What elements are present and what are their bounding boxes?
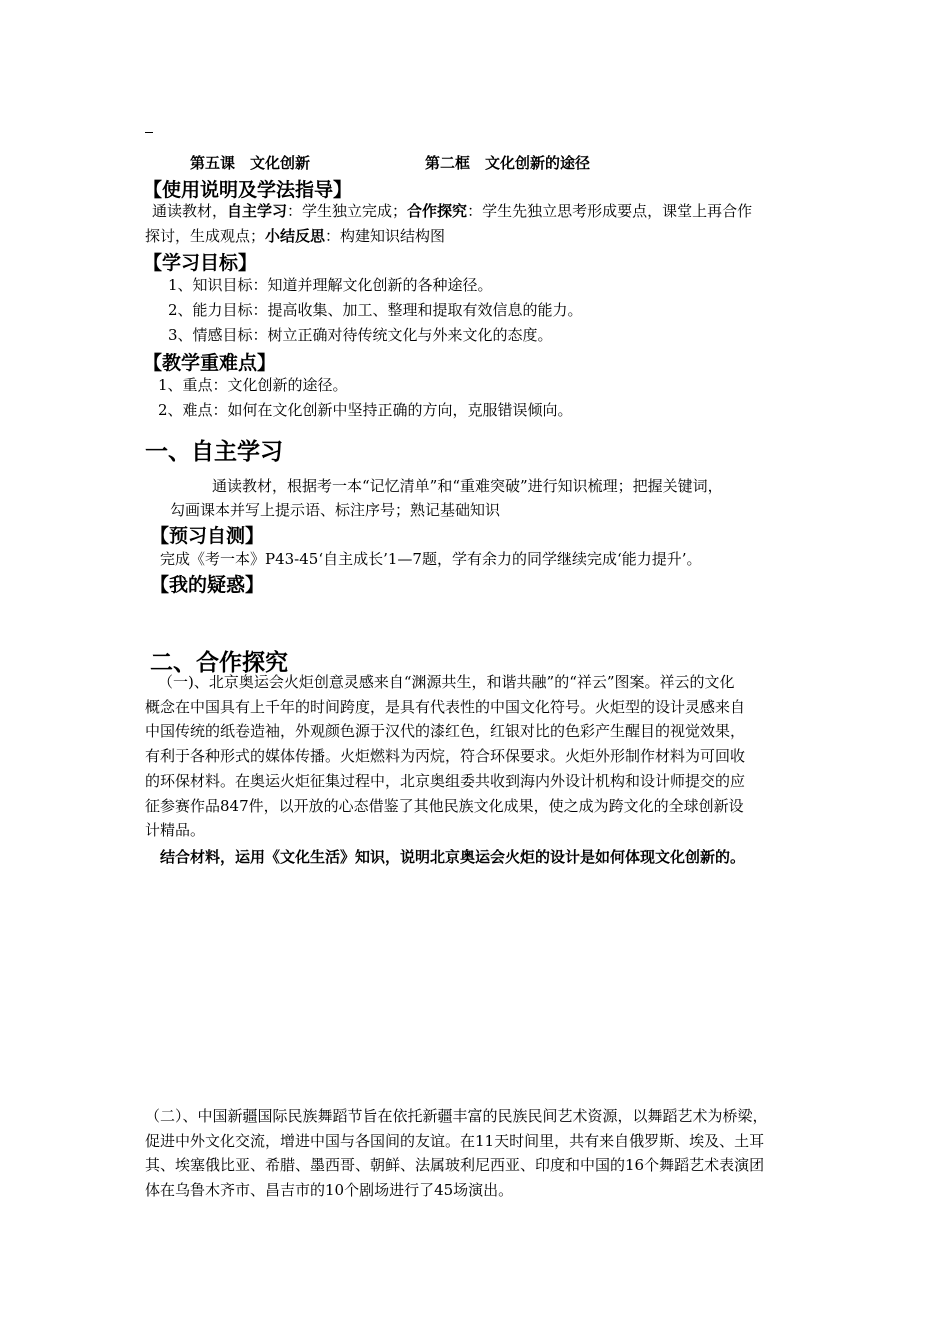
case2-line: （二）、中国新疆国际民族舞蹈节旨在依托新疆丰富的民族民间艺术资源，以舞蹈艺术为桥梁，	[145, 1107, 768, 1125]
usage-line-1	[152, 199, 752, 224]
fansi-text: ：构建知识结构图	[325, 227, 446, 245]
usage-line-2	[145, 224, 445, 249]
case2-line: 促进中外文化交流，增进中国与各国间的友谊。在11天时间里，共有来自俄罗斯、埃及、土耳	[145, 1132, 765, 1150]
usage-text: 通读教材，	[152, 202, 228, 220]
pretest-text: 完成《考一本》P43-45‘自主成长’1—7题，学有余力的同学继续完成‘能力提升’。	[160, 550, 702, 568]
case1-line: 征参赛作品847件，以开放的心态借鉴了其他民族文化成果，使之成为跨文化的全球创新设	[145, 797, 744, 815]
goals-heading: 【学习目标】	[143, 252, 258, 274]
keypoint-item: 1、重点：文化创新的途径。	[158, 376, 348, 394]
pretest-heading: 【预习自测】	[150, 525, 265, 547]
goal-item: 1、知识目标：知道并理解文化创新的各种途径。	[168, 276, 493, 294]
keypoints-heading: 【教学重难点】	[143, 352, 277, 374]
case2-line: 其、埃塞俄比亚、希腊、墨西哥、朝鲜、法属玻利尼西亚、印度和中国的16个舞蹈艺术表演团	[145, 1156, 765, 1174]
self-study-line-2: 勾画课本并写上提示语、标注序号；熟记基础知识	[170, 501, 501, 519]
usage-heading: 【使用说明及学法指导】	[143, 179, 353, 201]
zizhu-text: ：学生独立完成；	[287, 202, 408, 220]
goal-item: 3、情感目标：树立正确对待传统文化与外来文化的态度。	[168, 326, 553, 344]
hezuo-text: ：学生先独立思考形成要点，课堂上再合作	[467, 202, 753, 220]
hezuo-label: 合作探究	[407, 202, 468, 220]
cooperation-heading: 二、合作探究	[150, 650, 288, 676]
case1-line: 计精品。	[145, 821, 206, 839]
header-mark	[145, 132, 153, 133]
fansi-label: 小结反思	[265, 227, 326, 245]
doubt-heading: 【我的疑惑】	[150, 574, 265, 596]
lesson-title: 第五课 文化创新	[190, 154, 311, 172]
section-title: 第二框 文化创新的途径	[425, 154, 591, 172]
case1-line: （一)、北京奥运会火炬创意灵感来自“渊源共生，和谐共融”的“祥云”图案。祥云的文化	[158, 673, 735, 691]
case1-line: 有利于各种形式的媒体传播。火炬燃料为丙烷，符合环保要求。火炬外形制作材料为可回收	[145, 747, 746, 765]
case1-line: 概念在中国具有上千年的时间跨度，是具有代表性的中国文化符号。火炬型的设计灵感来自	[145, 698, 746, 716]
self-study-heading: 一、自主学习	[145, 439, 283, 465]
question-1: 结合材料，运用《文化生活》知识，说明北京奥运会火炬的设计是如何体现文化创新的。	[160, 848, 746, 866]
usage-text-2: 探讨，生成观点；	[145, 227, 266, 245]
case1-line: 中国传统的纸卷造袖，外观颜色源于汉代的漆红色，红银对比的色彩产生醒目的视觉效果，	[145, 722, 746, 740]
zizhu-label: 自主学习	[227, 202, 288, 220]
case1-line: 的环保材料。在奥运火炬征集过程中，北京奥组委共收到海内外设计机构和设计师提交的应	[145, 772, 746, 790]
goal-item: 2、能力目标：提高收集、加工、整理和提取有效信息的能力。	[168, 301, 583, 319]
case2-line: 体在乌鲁木齐市、昌吉市的10个剧场进行了45场演出。	[145, 1181, 514, 1199]
keypoint-item: 2、难点：如何在文化创新中坚持正确的方向，克服错误倾向。	[158, 401, 573, 419]
self-study-line-1: 通读教材，根据考一本“记忆清单”和“重难突破”进行知识梳理；把握关键词，	[212, 477, 723, 495]
